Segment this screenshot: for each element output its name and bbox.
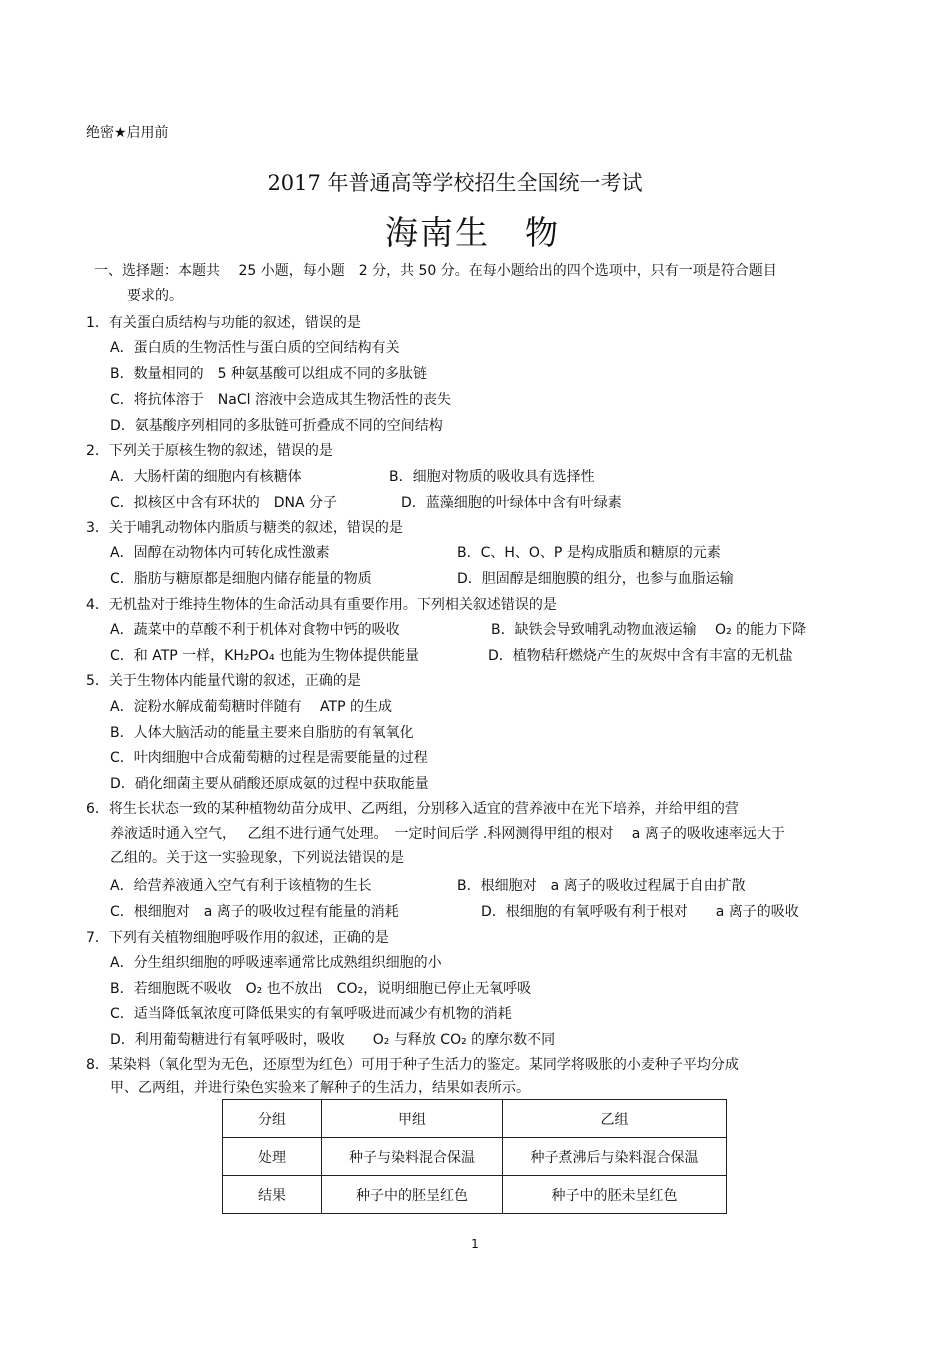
table-header-row bbox=[223, 1100, 727, 1138]
subject-title: 海南生 物 bbox=[385, 213, 560, 252]
question-7-option-b: B．若细胞既不吸收 O₂ 也不放出 CO₂，说明细胞已停止无氧呼吸 bbox=[110, 981, 532, 997]
question-6-option-a: A．给营养液通入空气有利于该植物的生长 bbox=[110, 878, 372, 894]
question-8-stem: 8．某染料（氧化型为无色，还原型为红色）可用于种子生活力的鉴定。某同学将吸胀的小麦种子平均分成 bbox=[86, 1057, 739, 1073]
question-7-option-d: D．利用葡萄糖进行有氧呼吸时，吸收 O₂ 与释放 CO₂ 的摩尔数不同 bbox=[110, 1032, 556, 1048]
table-header-cell: 甲组 bbox=[322, 1100, 503, 1138]
question-5-option-b: B．人体大脑活动的能量主要来自脂肪的有氧氧化 bbox=[110, 725, 414, 741]
question-6-stem-cont: 乙组的。关于这一实验现象，下列说法错误的是 bbox=[110, 850, 404, 866]
question-2-option-b: B．细胞对物质的吸收具有选择性 bbox=[389, 469, 595, 485]
question-2-option-a: A．大肠杆菌的细胞内有核糖体 bbox=[110, 469, 302, 485]
section-instructions: 一、选择题：本题共 25 小题，每小题 2 分，共 50 分。在每小题给出的四个选项中，只有一项是符合题目 bbox=[94, 263, 777, 279]
question-5-option-a: A．淀粉水解成葡萄糖时伴随有 ATP 的生成 bbox=[110, 699, 392, 715]
question-4-option-c: C．和 ATP 一样，KH₂PO₄ 也能为生物体提供能量 bbox=[110, 648, 420, 664]
question-7-stem: 7．下列有关植物细胞呼吸作用的叙述，正确的是 bbox=[86, 930, 389, 946]
question-4-option-b: B．缺铁会导致哺乳动物血液运输 O₂ 的能力下降 bbox=[491, 622, 807, 638]
table-header-cell: 分组 bbox=[223, 1100, 322, 1138]
question-1-option-a: A．蛋白质的生物活性与蛋白质的空间结构有关 bbox=[110, 340, 400, 356]
table-header-cell: 乙组 bbox=[503, 1100, 727, 1138]
confidential-label: 绝密★启用前 bbox=[86, 125, 169, 141]
question-6-option-d: D．根细胞的有氧呼吸有利于根对 a 离子的吸收 bbox=[481, 904, 799, 920]
question-5-option-c: C．叶肉细胞中合成葡萄糖的过程是需要能量的过程 bbox=[110, 750, 428, 766]
question-4-option-d: D．植物秸秆燃烧产生的灰烬中含有丰富的无机盐 bbox=[488, 648, 793, 664]
table-cell: 处理 bbox=[223, 1138, 322, 1176]
question-6-option-b: B．根细胞对 a 离子的吸收过程属于自由扩散 bbox=[457, 878, 746, 894]
question-1-option-b: B．数量相同的 5 种氨基酸可以组成不同的多肽链 bbox=[110, 366, 427, 382]
table-cell: 种子中的胚未呈红色 bbox=[503, 1176, 727, 1214]
question-6-option-c: C．根细胞对 a 离子的吸收过程有能量的消耗 bbox=[110, 904, 399, 920]
question-2-option-d: D．蓝藻细胞的叶绿体中含有叶绿素 bbox=[401, 495, 622, 511]
question-1-stem: 1．有关蛋白质结构与功能的叙述，错误的是 bbox=[86, 315, 361, 331]
table-row bbox=[223, 1138, 727, 1176]
question-6-stem-cont: 养液适时通入空气， 乙组不进行通气处理。 一定时间后学 .科网测得甲组的根对 a 离子的吸收速率远大于 bbox=[110, 826, 785, 842]
question-3-option-a: A．固醇在动物体内可转化成性激素 bbox=[110, 545, 330, 561]
table-cell: 结果 bbox=[223, 1176, 322, 1214]
question-2-option-c: C．拟核区中含有环状的 DNA 分子 bbox=[110, 495, 338, 511]
section-instructions-cont: 要求的。 bbox=[127, 288, 183, 304]
question-8-stem-cont: 甲、乙两组，并进行染色实验来了解种子的生活力，结果如表所示。 bbox=[110, 1080, 530, 1096]
results-table bbox=[222, 1099, 727, 1214]
question-2-stem: 2．下列关于原核生物的叙述，错误的是 bbox=[86, 443, 333, 459]
table-cell: 种子煮沸后与染料混合保温 bbox=[503, 1138, 727, 1176]
exam-title: 2017 年普通高等学校招生全国统一考试 bbox=[267, 171, 643, 195]
question-3-option-b: B．C、H、O、P 是构成脂质和糖原的元素 bbox=[457, 545, 721, 561]
question-7-option-a: A．分生组织细胞的呼吸速率通常比成熟组织细胞的小 bbox=[110, 955, 442, 971]
question-4-stem: 4．无机盐对于维持生物体的生命活动具有重要作用。下列相关叙述错误的是 bbox=[86, 597, 557, 613]
question-6-stem: 6．将生长状态一致的某种植物幼苗分成甲、乙两组，分别移入适宜的营养液中在光下培养，并给甲组的营 bbox=[86, 801, 739, 817]
question-3-stem: 3．关于哺乳动物体内脂质与糖类的叙述，错误的是 bbox=[86, 520, 403, 536]
question-3-option-d: D．胆固醇是细胞膜的组分，也参与血脂运输 bbox=[457, 571, 734, 587]
question-3-option-c: C．脂肪与糖原都是细胞内储存能量的物质 bbox=[110, 571, 372, 587]
table-row bbox=[223, 1176, 727, 1214]
question-1-option-c: C．将抗体溶于 NaCl 溶液中会造成其生物活性的丧失 bbox=[110, 392, 451, 408]
question-5-option-d: D．硝化细菌主要从硝酸还原成氨的过程中获取能量 bbox=[110, 776, 429, 792]
question-1-option-d: D．氨基酸序列相同的多肽链可折叠成不同的空间结构 bbox=[110, 418, 443, 434]
question-7-option-c: C．适当降低氧浓度可降低果实的有氧呼吸进而减少有机物的消耗 bbox=[110, 1006, 512, 1022]
page-number: 1 bbox=[471, 1237, 479, 1251]
question-5-stem: 5．关于生物体内能量代谢的叙述，正确的是 bbox=[86, 673, 361, 689]
table-cell: 种子中的胚呈红色 bbox=[322, 1176, 503, 1214]
table-cell: 种子与染料混合保温 bbox=[322, 1138, 503, 1176]
question-4-option-a: A．蔬菜中的草酸不利于机体对食物中钙的吸收 bbox=[110, 622, 400, 638]
